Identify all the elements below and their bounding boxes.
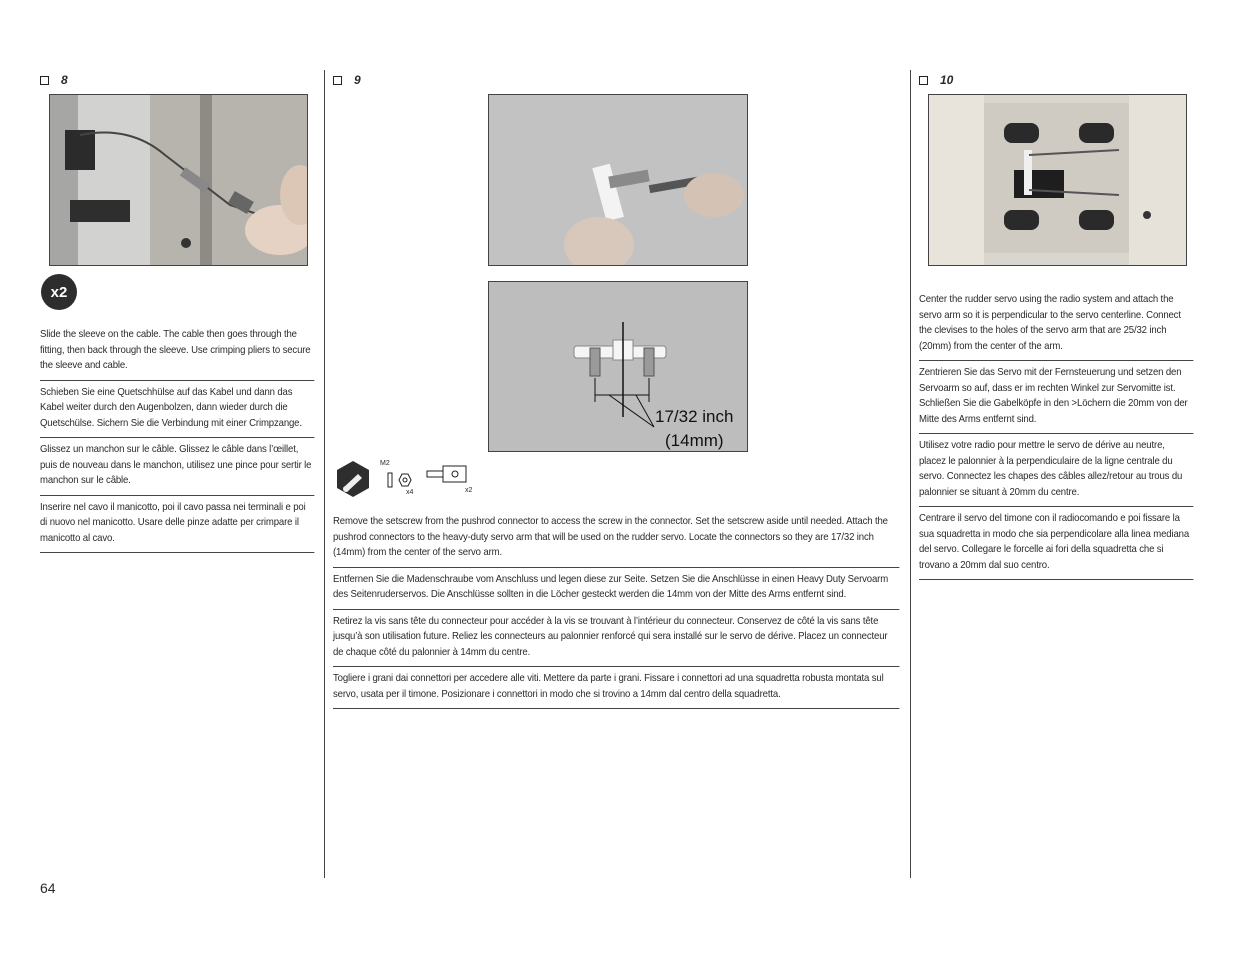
- step-10-header: [919, 70, 953, 90]
- step-10-checkbox[interactable]: [919, 76, 928, 85]
- screw-quantity: x4: [406, 489, 414, 496]
- column-divider-left: [324, 70, 325, 878]
- step-10-english: Center the rudder servo using the radio system and attach the servo arm so it is perpendicular to the servo centerline. Connect the clevises to the holes of the servo arm that are 25/32 inch (20mm) from the center of the arm.: [919, 288, 1194, 361]
- step-8-header: [40, 70, 68, 90]
- step-9-header: [333, 70, 361, 90]
- step-8-photo: [49, 94, 308, 266]
- pushrod-connector-icon: [425, 463, 480, 499]
- screw-size-label: M2: [380, 460, 390, 467]
- quantity-x2-badge: [41, 274, 77, 310]
- connector-quantity: x2: [465, 487, 473, 494]
- step-9-italian: Togliere i grani dai connettori per accedere alle viti. Mettere da parte i grani. Fissare i connettori ad una squadretta robusta montata sul servo, usata per il timone. Posizionare i connettori in modo che si trovino a 14mm dal centro della squadretta.: [333, 667, 899, 709]
- step-8-checkbox[interactable]: [40, 76, 49, 85]
- dimension-label-2: (14mm): [665, 431, 724, 450]
- hex-wrench-icon: [334, 460, 372, 498]
- step-8-number: 8: [61, 73, 68, 87]
- step-10-french: Utilisez votre radio pour mettre le servo de dérive au neutre, placez le palonnier à la perpendiculaire de la ligne centrale du servo. Connectez les chapes des câbles allez/retour au trous du palonnier se situant à 20mm du centre.: [919, 434, 1194, 507]
- step-8-english: Slide the sleeve on the cable. The cable then goes through the fitting, then back through the sleeve. Use crimping pliers to secure the sleeve and cable.: [40, 323, 315, 381]
- column-divider-right: [910, 70, 911, 878]
- step-9-photo-top: [488, 94, 748, 266]
- step-8-german: Schieben Sie eine Quetschhülse auf das Kabel und dann das Kabel weiter durch den Augenbolzen, dann wieder durch die Quetschülse. Sichern Sie die Verbindung mit einer Crimpzange.: [40, 381, 315, 439]
- dimension-label-1: 17/32 inch: [655, 407, 734, 426]
- step-9-checkbox[interactable]: [333, 76, 342, 85]
- step-10-text: [919, 288, 1195, 580]
- step-9-photo-diagram: [488, 281, 748, 452]
- step-10-number: 10: [940, 73, 954, 87]
- step-9-english: Remove the setscrew from the pushrod connector to access the screw in the connector. Set the setscrew aside until needed. Attach the pushrod connectors to the heavy-duty servo arm that will be used on the rudder servo. Locate the connectors so they are 17/32 inch (14mm) from the center of the servo arm.: [333, 510, 899, 568]
- step-8-french: Glissez un manchon sur le câble. Glissez le câble dans l’œillet, puis de nouveau dans le manchon, utilisez une pince pour sertir le manchon sur le câble.: [40, 438, 315, 496]
- step-10-german: Zentrieren Sie das Servo mit der Fernsteuerung und setzen den Servoarm so auf, dass er im rechten Winkel zur Servomitte ist. Schließen Sie die Gabelköpfe in den >Löchern die 20mm von der Mitte des Arms entfernt sind.: [919, 361, 1194, 434]
- step-10-photo: [928, 94, 1187, 266]
- screw-nut-icon: [378, 460, 418, 498]
- step-8-italian: Inserire nel cavo il manicotto, poi il cavo passa nei terminali e poi di nuovo nel manicotto. Usare delle pinze adatte per crimpare il manicotto al cavo.: [40, 496, 315, 554]
- step-9-number: 9: [354, 73, 361, 87]
- page-number: 64: [40, 880, 56, 896]
- step-9-french: Retirez la vis sans tête du connecteur pour accéder à la vis se trouvant à l’intérieur du connecteur. Conservez de côté la vis sans tête jusqu’à son utilisation future. Reliez les connecteurs au palonnier renforcé qui sera installé sur le servo de dérive. Placez un connecteur de chaque côté du palonnier à 14mm du centre.: [333, 610, 899, 668]
- step-9-text: [333, 510, 902, 709]
- step-9-german: Entfernen Sie die Madenschraube vom Anschluss und legen diese zur Seite. Setzen Sie die Anschlüsse in einen Heavy Duty Servoarm des Seitenruderservos. Die Anschlüsse sollten in die Löcher gesteckt werden die 14mm von der Mitte des Arms entfernt sind.: [333, 568, 899, 610]
- badge-label: x2: [50, 283, 68, 301]
- step-10-italian: Centrare il servo del timone con il radiocomando e poi fissare la sua squadretta in modo che sia perpendicolare alla linea mediana del servo. Collegare le forcelle ai fori della squadretta che si trovano a 20mm dal suo centro.: [919, 507, 1194, 580]
- step-8-text: [40, 323, 316, 553]
